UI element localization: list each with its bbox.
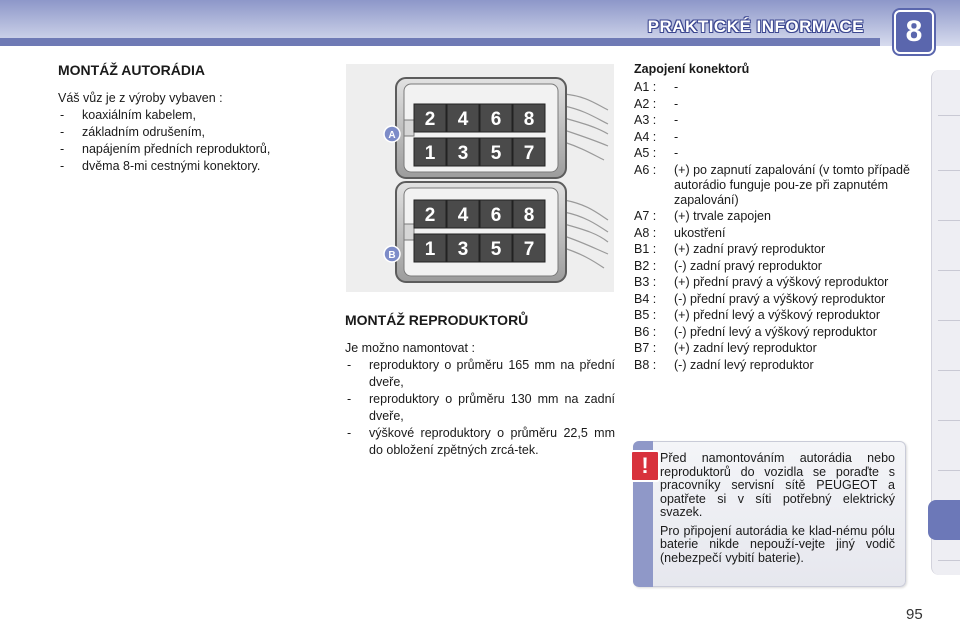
list-item: - koaxiálním kabelem,: [58, 107, 328, 124]
connector-a-label: A: [388, 130, 396, 141]
list-item: - reproduktory o průměru 165 mm na přední dveře,: [345, 357, 615, 391]
pin-label: 8: [523, 205, 535, 226]
pin-row: [634, 242, 914, 257]
warning-text: [660, 452, 895, 570]
radio-installation-section: [58, 62, 328, 175]
connector-b: [396, 182, 566, 282]
section-intro: Je možno namontovat :: [345, 341, 475, 355]
pin-row: [634, 163, 914, 208]
pin-label: 6: [490, 205, 502, 226]
side-tab-divider: [938, 470, 960, 471]
warning-paragraph: Pro připojení autorádia ke klad-nému pólu baterie nikde nepouží-vejte jiný vodič (nebezpečí vybití baterie).: [660, 523, 895, 565]
pin-row: [634, 146, 914, 161]
warning-box: [633, 441, 906, 587]
speaker-list: [345, 357, 615, 459]
pin-row: [634, 292, 914, 307]
pin-id: A5 :: [634, 146, 657, 160]
pinout-heading: Zapojení konektorů: [634, 62, 750, 76]
pin-label: 8: [523, 109, 535, 130]
pin-label: 3: [457, 239, 469, 260]
pin-id: A1 :: [634, 80, 657, 94]
pin-label: 5: [490, 143, 502, 164]
pin-description: (+) trvale zapojen: [674, 209, 771, 223]
pin-id: A6 :: [634, 162, 657, 177]
list-item: - výškové reproduktory o průměru 22,5 mm do obložení zpětných zrcá-tek.: [345, 425, 615, 459]
equipment-list: [58, 107, 328, 175]
chapter-number-badge: 8: [894, 10, 934, 54]
side-tab-active[interactable]: [928, 500, 960, 540]
pin-id: A3 :: [634, 113, 657, 127]
pin-label: 4: [457, 109, 469, 130]
pinout-list: [634, 80, 914, 373]
pin-id: A2 :: [634, 96, 657, 111]
warning-paragraph: Před namontováním autorádia nebo reproduktorů do vozidla se poraďte s pracovníky servisní sítě PEUGEOT a opatřete si v síti potřebný elektrický svazek.: [660, 451, 895, 519]
chapter-title: PRAKTICKÉ INFORMACE: [647, 17, 864, 36]
pin-description: (+) po zapnutí zapalování (v tomto případě autorádio funguje pou-ze při zapnutém zapalování): [674, 162, 910, 207]
list-item: - reproduktory o průměru 130 mm na zadní dveře,: [345, 391, 615, 425]
warning-exclamation-icon: !: [630, 450, 660, 482]
pin-row: [634, 130, 914, 145]
pin-id: B3 :: [634, 275, 657, 289]
pin-label: 1: [424, 239, 436, 260]
list-item: - základním odrušením,: [58, 124, 328, 141]
header-accent-bar: [0, 38, 880, 46]
connector-diagram: [346, 64, 614, 292]
pin-description: ukostření: [674, 225, 726, 240]
pin-label: 5: [490, 239, 502, 260]
connector-pinout-section: [634, 62, 914, 374]
side-tab-divider: [938, 170, 960, 171]
pin-description: (+) přední levý a výškový reproduktor: [674, 308, 880, 322]
side-tab-divider: [938, 320, 960, 321]
connector-illustration: [346, 64, 614, 292]
pin-id: A7 :: [634, 209, 657, 223]
list-item: - napájením předních reproduktorů,: [58, 141, 328, 158]
pin-description: -: [674, 96, 679, 111]
section-heading: MONTÁŽ REPRODUKTORŮ: [345, 312, 529, 328]
speaker-installation-section: [345, 312, 615, 459]
section-intro: Váš vůz je z výroby vybaven :: [58, 91, 223, 105]
pin-id: B1 :: [634, 242, 657, 256]
side-tab-divider: [938, 220, 960, 221]
pin-row: [634, 259, 914, 274]
wires-b: [564, 200, 608, 268]
pin-description: (+) zadní levý reproduktor: [674, 341, 817, 355]
pin-description: (+) zadní pravý reproduktor: [674, 242, 826, 256]
pin-label: 7: [523, 143, 535, 164]
pin-id: B2 :: [634, 258, 657, 273]
pin-label: 4: [457, 205, 469, 226]
pin-label: 6: [490, 109, 502, 130]
wires-a: [564, 94, 608, 160]
side-tab-divider: [938, 270, 960, 271]
pin-description: -: [674, 129, 679, 144]
pin-description: -: [674, 146, 679, 160]
pin-description: (-) zadní pravý reproduktor: [674, 258, 822, 273]
side-tab-divider: [938, 420, 960, 421]
pin-row: [634, 341, 914, 356]
side-tab-divider: [938, 115, 960, 116]
pin-id: B8 :: [634, 357, 657, 372]
pin-label: 1: [424, 143, 436, 164]
pin-description: (+) přední pravý a výškový reproduktor: [674, 275, 889, 289]
pin-id: B5 :: [634, 308, 657, 322]
pin-description: -: [674, 113, 679, 127]
connector-a: [396, 78, 566, 178]
pin-row: [634, 113, 914, 128]
connector-b-label: B: [388, 250, 396, 261]
pin-description: (-) přední levý a výškový reproduktor: [674, 324, 877, 339]
pin-label: 2: [424, 109, 436, 130]
pin-row: [634, 358, 914, 373]
pin-label: 7: [523, 239, 535, 260]
side-tab-divider: [938, 560, 960, 561]
pin-row: [634, 308, 914, 323]
list-item: - dvěma 8-mi cestnými konektory.: [58, 158, 328, 175]
pin-id: B4 :: [634, 291, 657, 306]
pin-label: 3: [457, 143, 469, 164]
pin-row: [634, 275, 914, 290]
pin-description: (-) zadní levý reproduktor: [674, 357, 814, 372]
pin-row: [634, 97, 914, 112]
page-number: 95: [906, 606, 923, 623]
pin-row: [634, 80, 914, 95]
pin-id: A4 :: [634, 129, 657, 144]
pin-id: A8 :: [634, 225, 657, 240]
pin-row: [634, 226, 914, 241]
pin-description: (-) přední pravý a výškový reproduktor: [674, 291, 886, 306]
pin-id: B6 :: [634, 324, 657, 339]
side-tab-divider: [938, 370, 960, 371]
pin-row: [634, 209, 914, 224]
pin-description: -: [674, 80, 679, 94]
section-heading: MONTÁŽ AUTORÁDIA: [58, 62, 205, 78]
pin-id: B7 :: [634, 341, 657, 355]
pin-row: [634, 325, 914, 340]
pin-label: 2: [424, 205, 436, 226]
